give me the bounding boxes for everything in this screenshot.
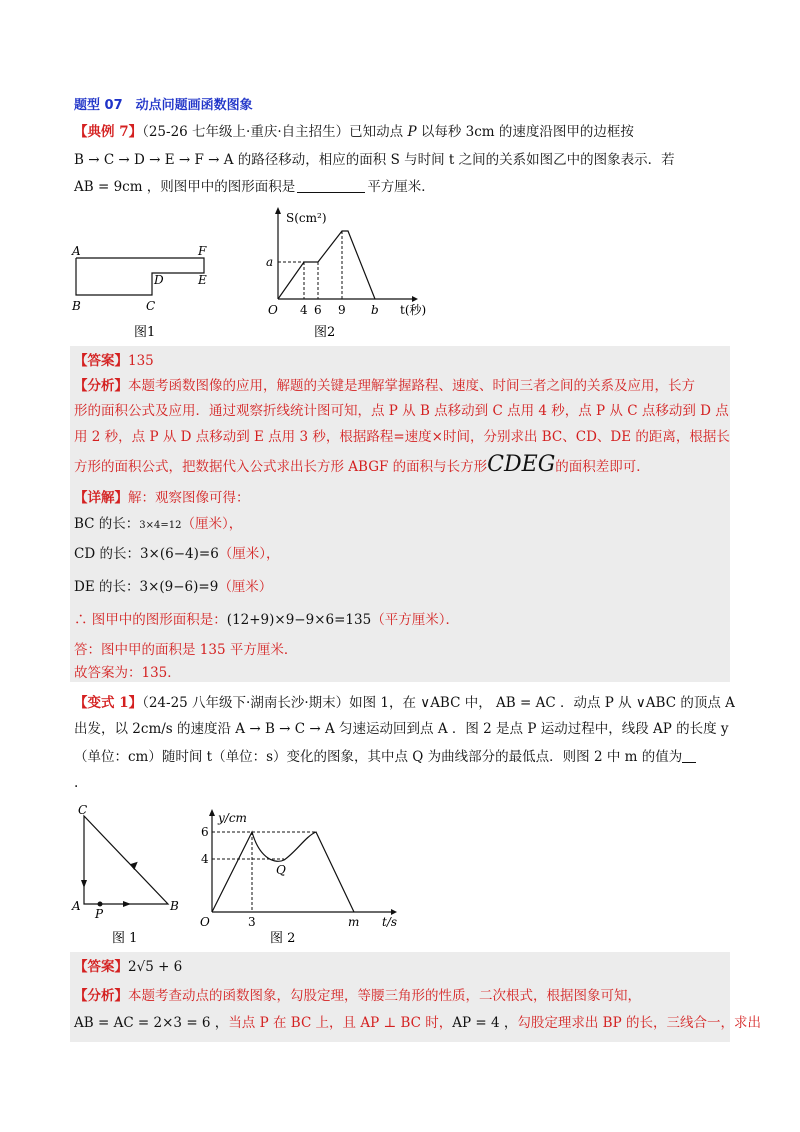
label-C: C: [146, 299, 156, 313]
bc-line: BC 的长：3×4=12（厘米），: [74, 516, 243, 532]
label-E: E: [198, 273, 207, 287]
label-B: B: [72, 299, 81, 313]
x-axis-arrow: [412, 296, 418, 302]
reply-line: 答：图中甲的面积是 135 平方厘米．: [74, 642, 298, 658]
x-tick-9: 9: [338, 303, 346, 317]
answer-blank[interactable]: [297, 178, 365, 193]
figure1-caption: 图 1: [112, 931, 138, 946]
variant-tag: 【变式 1】: [74, 695, 143, 711]
cd-line: CD 的长：3×(6−4)=6（厘米），: [74, 546, 280, 562]
arrow-ab: [123, 901, 131, 907]
answer-value: 135: [128, 353, 154, 369]
x-axis-label: t/s: [382, 915, 398, 929]
figure1-caption: 图1: [134, 325, 156, 340]
point-p: [98, 902, 103, 907]
figure2-caption: 图 2: [270, 931, 296, 946]
label-C: C: [78, 803, 88, 817]
final-line: 故答案为：135．: [74, 665, 181, 681]
variant1-line4: .: [74, 775, 79, 791]
y-axis-label: y/cm: [218, 811, 247, 825]
x-tick-m: m: [348, 915, 360, 929]
label-F: F: [198, 244, 207, 258]
y-axis-label: S(cm²): [286, 211, 327, 225]
example7-figure2: [262, 204, 442, 344]
label-A: A: [72, 899, 81, 913]
example7-line2: B → C → D → E → F → A 的路径移动，相应的面积 S 与时间 t 之间的关系如图乙中的图象表示．若: [74, 152, 675, 168]
analysis-line1: 【分析】本题考函数图像的应用，解题的关键是理解掌握路程、速度、时间三者之间的关系及应用，长方: [74, 378, 695, 394]
y-axis-arrow: [209, 809, 215, 816]
analysis-line3: 用 2 秒，点 P 从 D 点移动到 E 点用 3 秒，根据路程=速度×时间，分别求出 BC、CD、DE 的距离，根据长: [74, 429, 730, 445]
variant-answer-line: 【答案】2√5 + 6: [74, 959, 183, 975]
label-A: A: [72, 244, 81, 258]
example7-line1: 【典例 7】（25-26 七年级上·重庆·自主招生）已知动点 P 以每秒 3cm 的速度沿图甲的边框按: [74, 124, 634, 140]
variant1-figure2: [196, 808, 416, 950]
x-tick-4: 4: [300, 303, 308, 317]
analysis-line2: 形的面积公式及应用．通过观察折线统计图可知，点 P 从 B 点移动到 C 点用 4 秒，点 P 从 C 点移动到 D 点: [74, 403, 729, 419]
origin-label: O: [200, 915, 210, 929]
y-tick-a: a: [266, 255, 274, 269]
origin-label: O: [268, 303, 278, 317]
variant1-line1: 【变式 1】（24-25 八年级下·湖南长沙·期末）如图 1，在 ∨ABC 中， AB = AC ．动点 P 从 ∨ABC 的顶点 A: [74, 695, 735, 711]
arrow-ca: [81, 880, 87, 888]
section-heading: 题型 07 动点问题画函数图象: [74, 98, 253, 113]
point-Q: Q: [276, 863, 286, 877]
example7-line3: AB = 9cm ，则图甲中的图形面积是 平方厘米．: [74, 179, 435, 195]
y-tick-4: 4: [201, 852, 209, 866]
analysis-line4: 方形的面积公式，把数据代入公式求出长方形 ABGF 的面积与长方形CDEG的面积差即可．: [74, 452, 650, 477]
variant1-line2: 出发，以 2cm/s 的速度沿 A → B → C → A 匀速运动回到点 A ．图 2 是点 P 运动过程中，线段 AP 的长度 y: [74, 721, 729, 737]
x-tick-b: b: [371, 303, 379, 317]
variant-analysis-line1: 【分析】本题考查动点的函数图象，勾股定理，等腰三角形的性质，二次根式，根据图象可知，: [74, 988, 641, 1004]
answer-line: 【答案】135: [74, 353, 154, 369]
y-tick-6: 6: [201, 825, 209, 839]
function-graph: [278, 231, 375, 299]
variant-analysis-line2: AB = AC = 2×3 = 6 ，当点 P 在 BC 上，且 AP ⊥ BC 时，AP = 4 ，勾股定理求出 BP 的长，三线合一，求出: [74, 1015, 761, 1031]
variant-answer-blank[interactable]: [682, 748, 696, 763]
figure1-shape: [76, 258, 204, 295]
area-line: ∴ 图甲中的图形面积是：(12+9)×9−9×6=135（平方厘米）．: [74, 612, 459, 628]
y-axis-arrow: [275, 207, 281, 214]
x-tick-3: 3: [248, 915, 256, 929]
x-tick-6: 6: [314, 303, 322, 317]
x-axis-label: t(秒): [400, 303, 427, 317]
variant-answer-value: 2√5 + 6: [128, 959, 183, 975]
label-D: D: [154, 273, 164, 287]
triangle-abc: [84, 816, 168, 904]
de-line: DE 的长：3×(9−6)=9（厘米）: [74, 579, 273, 595]
variant1-figure1: [68, 800, 188, 950]
example7-figure1: [68, 238, 228, 343]
variant1-line3: （单位：cm）随时间 t（单位：s）变化的图象，其中点 Q 为曲线部分的最低点．则图 2 中 m 的值为: [74, 747, 696, 767]
example-tag: 【典例 7】: [74, 124, 143, 140]
label-B: B: [170, 899, 179, 913]
detail-line: 【详解】解：观察图像可得：: [74, 490, 250, 506]
figure2-caption: 图2: [314, 325, 336, 340]
label-P: P: [95, 907, 104, 921]
